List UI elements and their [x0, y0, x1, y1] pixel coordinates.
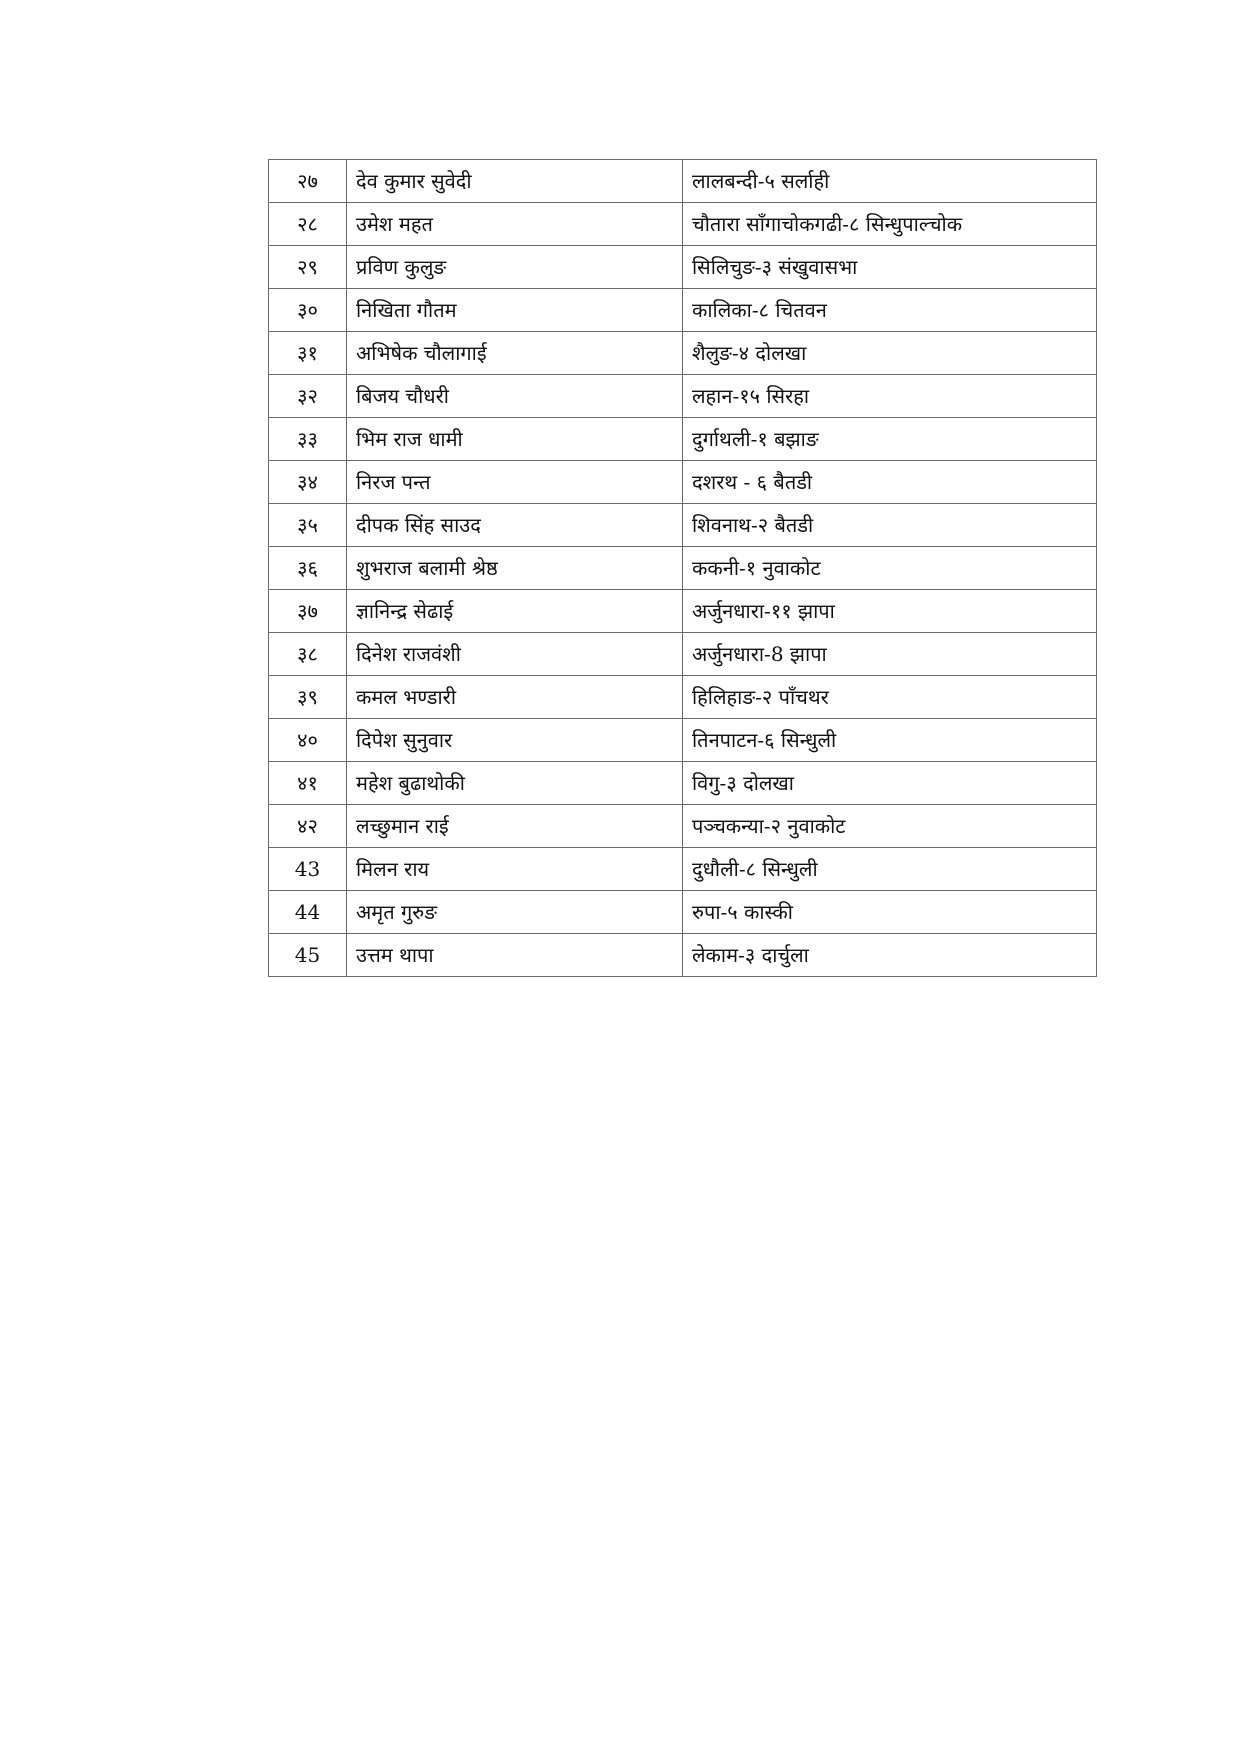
serial-number-cell: ३२ — [269, 375, 347, 418]
address-cell: रुपा-५ कास्की — [683, 891, 1097, 934]
address-cell: दशरथ - ६ बैतडी — [683, 461, 1097, 504]
address-cell: दुधौली-८ सिन्धुली — [683, 848, 1097, 891]
table-row — [269, 934, 1097, 977]
name-cell: दिनेश राजवंशी — [347, 633, 683, 676]
address-cell: अर्जुनधारा-११ झापा — [683, 590, 1097, 633]
table-row — [269, 547, 1097, 590]
address-cell: सिलिचुङ-३ संखुवासभा — [683, 246, 1097, 289]
serial-number-cell: ४१ — [269, 762, 347, 805]
table-row — [269, 375, 1097, 418]
table-row — [269, 160, 1097, 203]
serial-number-cell: ३३ — [269, 418, 347, 461]
serial-number-cell: ३१ — [269, 332, 347, 375]
roster-table-body — [269, 160, 1097, 977]
serial-number-cell: 44 — [269, 891, 347, 934]
name-cell: दीपक सिंह साउद — [347, 504, 683, 547]
table-row — [269, 805, 1097, 848]
serial-number-cell: ३० — [269, 289, 347, 332]
name-cell: निरज पन्त — [347, 461, 683, 504]
serial-number-cell: ४० — [269, 719, 347, 762]
serial-number-cell: २७ — [269, 160, 347, 203]
table-row — [269, 332, 1097, 375]
serial-number-cell: ४२ — [269, 805, 347, 848]
address-cell: लालबन्दी-५ सर्लाही — [683, 160, 1097, 203]
name-cell: उमेश महत — [347, 203, 683, 246]
roster-table — [268, 159, 1097, 977]
address-cell: दुर्गाथली-१ बझाङ — [683, 418, 1097, 461]
serial-number-cell: 45 — [269, 934, 347, 977]
serial-number-cell: २९ — [269, 246, 347, 289]
serial-number-cell: ३९ — [269, 676, 347, 719]
name-cell: दिपेश सुनुवार — [347, 719, 683, 762]
serial-number-cell: २८ — [269, 203, 347, 246]
serial-number-cell: ३६ — [269, 547, 347, 590]
address-cell: विगु-३ दोलखा — [683, 762, 1097, 805]
serial-number-cell: ३५ — [269, 504, 347, 547]
serial-number-cell: ३४ — [269, 461, 347, 504]
name-cell: ज्ञानिन्द्र सेढाई — [347, 590, 683, 633]
address-cell: तिनपाटन-६ सिन्धुली — [683, 719, 1097, 762]
table-row — [269, 633, 1097, 676]
table-row — [269, 891, 1097, 934]
address-cell: कालिका-८ चितवन — [683, 289, 1097, 332]
table-row — [269, 203, 1097, 246]
serial-number-cell: ३७ — [269, 590, 347, 633]
name-cell: देव कुमार सुवेदी — [347, 160, 683, 203]
serial-number-cell: ३८ — [269, 633, 347, 676]
table-row — [269, 246, 1097, 289]
address-cell: लहान-१५ सिरहा — [683, 375, 1097, 418]
name-cell: प्रविण कुलुङ — [347, 246, 683, 289]
address-cell: चौतारा साँगाचोकगढी-८ सिन्धुपाल्चोक — [683, 203, 1097, 246]
address-cell: शिवनाथ-२ बैतडी — [683, 504, 1097, 547]
name-cell: अभिषेक चौलागाई — [347, 332, 683, 375]
table-row — [269, 461, 1097, 504]
table-row — [269, 676, 1097, 719]
address-cell: हिलिहाङ-२ पाँचथर — [683, 676, 1097, 719]
table-row — [269, 848, 1097, 891]
name-cell: शुभराज बलामी श्रेष्ठ — [347, 547, 683, 590]
address-cell: शैलुङ-४ दोलखा — [683, 332, 1097, 375]
name-cell: महेश बुढाथोकी — [347, 762, 683, 805]
address-cell: लेकाम-३ दार्चुला — [683, 934, 1097, 977]
name-cell: उत्तम थापा — [347, 934, 683, 977]
name-cell: बिजय चौधरी — [347, 375, 683, 418]
name-cell: निखिता गौतम — [347, 289, 683, 332]
address-cell: ककनी-१ नुवाकोट — [683, 547, 1097, 590]
table-row — [269, 504, 1097, 547]
address-cell: अर्जुनधारा-8 झापा — [683, 633, 1097, 676]
name-cell: लच्छुमान राई — [347, 805, 683, 848]
table-row — [269, 590, 1097, 633]
table-row — [269, 719, 1097, 762]
name-cell: मिलन राय — [347, 848, 683, 891]
name-cell: भिम राज धामी — [347, 418, 683, 461]
name-cell: अमृत गुरुङ — [347, 891, 683, 934]
table-row — [269, 289, 1097, 332]
serial-number-cell: 43 — [269, 848, 347, 891]
table-row — [269, 762, 1097, 805]
address-cell: पञ्चकन्या-२ नुवाकोट — [683, 805, 1097, 848]
table-row — [269, 418, 1097, 461]
name-cell: कमल भण्डारी — [347, 676, 683, 719]
